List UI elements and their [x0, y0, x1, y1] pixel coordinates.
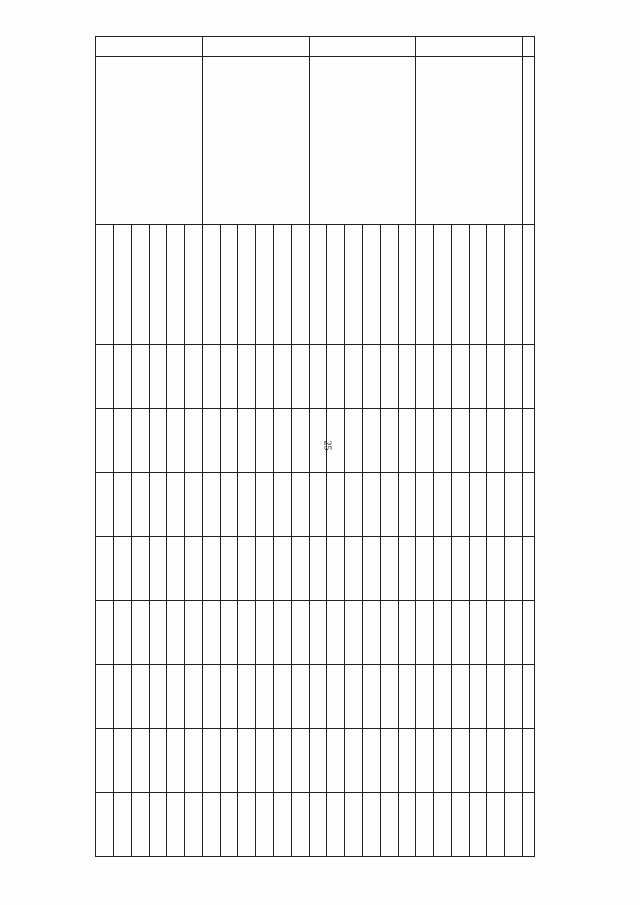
value-cell	[434, 793, 452, 857]
value-cell	[380, 473, 398, 537]
value-cell	[274, 345, 292, 409]
value-cell	[451, 473, 469, 537]
value-cell	[398, 729, 416, 793]
value-cell	[238, 729, 256, 793]
header-cell	[523, 37, 535, 57]
table-header-row	[523, 37, 535, 857]
value-cell	[469, 601, 487, 665]
value-cell	[451, 345, 469, 409]
header-cell	[523, 473, 535, 537]
funding-source-cell	[469, 225, 487, 345]
value-cell	[202, 729, 220, 793]
value-cell	[345, 665, 363, 729]
value-cell	[114, 345, 132, 409]
value-cell	[291, 409, 309, 473]
value-cell	[380, 729, 398, 793]
value-cell	[469, 729, 487, 793]
value-cell	[469, 793, 487, 857]
value-cell	[487, 409, 505, 473]
value-cell	[451, 793, 469, 857]
value-cell	[202, 601, 220, 665]
value-cell	[238, 665, 256, 729]
value-cell	[167, 537, 185, 601]
funding-source-cell	[256, 225, 274, 345]
value-cell	[114, 793, 132, 857]
value-cell	[274, 473, 292, 537]
value-cell	[274, 793, 292, 857]
section-index	[416, 37, 523, 57]
value-cell	[291, 665, 309, 729]
value-cell	[327, 729, 345, 793]
value-cell	[309, 665, 327, 729]
value-cell	[416, 345, 434, 409]
value-cell	[256, 537, 274, 601]
funding-source-cell	[167, 225, 185, 345]
value-cell	[487, 537, 505, 601]
value-cell	[114, 601, 132, 665]
value-cell	[434, 601, 452, 665]
value-cell	[362, 729, 380, 793]
value-cell	[185, 793, 203, 857]
value-cell	[291, 537, 309, 601]
value-cell	[256, 665, 274, 729]
value-cell	[327, 409, 345, 473]
value-cell	[131, 473, 149, 537]
value-cell	[220, 409, 238, 473]
value-cell	[345, 793, 363, 857]
value-cell	[345, 601, 363, 665]
value-cell	[131, 345, 149, 409]
value-cell	[238, 601, 256, 665]
section-index	[309, 37, 416, 57]
value-cell	[256, 345, 274, 409]
value-cell	[220, 729, 238, 793]
value-cell	[167, 665, 185, 729]
value-cell	[362, 793, 380, 857]
header-cell	[523, 601, 535, 665]
value-cell	[96, 345, 114, 409]
value-cell	[505, 473, 523, 537]
value-cell	[291, 601, 309, 665]
value-cell	[398, 345, 416, 409]
value-cell	[434, 345, 452, 409]
table-body	[96, 37, 523, 857]
value-cell	[416, 793, 434, 857]
value-cell	[362, 665, 380, 729]
value-cell	[327, 793, 345, 857]
funding-source-cell	[96, 225, 114, 345]
value-cell	[131, 537, 149, 601]
value-cell	[309, 601, 327, 665]
funding-source-cell	[220, 225, 238, 345]
funding-source-cell	[487, 225, 505, 345]
value-cell	[238, 473, 256, 537]
header-cell	[523, 793, 535, 857]
value-cell	[114, 537, 132, 601]
header-cell	[523, 57, 535, 225]
value-cell	[149, 729, 167, 793]
value-cell	[114, 665, 132, 729]
value-cell	[505, 345, 523, 409]
header-cell	[523, 345, 535, 409]
value-cell	[96, 473, 114, 537]
value-cell	[434, 473, 452, 537]
value-cell	[114, 473, 132, 537]
table-row	[398, 37, 416, 857]
value-cell	[345, 729, 363, 793]
value-cell	[131, 665, 149, 729]
value-cell	[167, 729, 185, 793]
funding-source-cell	[434, 225, 452, 345]
table-row	[291, 37, 309, 857]
value-cell	[451, 537, 469, 601]
value-cell	[416, 601, 434, 665]
value-cell	[380, 793, 398, 857]
table-row	[185, 37, 203, 857]
value-cell	[96, 409, 114, 473]
value-cell	[505, 537, 523, 601]
page-number: 25	[321, 440, 333, 451]
value-cell	[274, 409, 292, 473]
value-cell	[131, 793, 149, 857]
section-index	[96, 37, 203, 57]
value-cell	[505, 729, 523, 793]
value-cell	[149, 409, 167, 473]
value-cell	[362, 473, 380, 537]
value-cell	[256, 473, 274, 537]
value-cell	[131, 409, 149, 473]
value-cell	[185, 665, 203, 729]
value-cell	[149, 793, 167, 857]
value-cell	[327, 601, 345, 665]
funding-source-cell	[309, 225, 327, 345]
value-cell	[398, 793, 416, 857]
value-cell	[451, 729, 469, 793]
value-cell	[434, 537, 452, 601]
header-cell	[523, 729, 535, 793]
budget-table	[95, 36, 535, 857]
value-cell	[96, 537, 114, 601]
funding-source-cell	[398, 225, 416, 345]
funding-source-cell	[362, 225, 380, 345]
value-cell	[362, 537, 380, 601]
value-cell	[149, 665, 167, 729]
value-cell	[220, 473, 238, 537]
value-cell	[505, 409, 523, 473]
value-cell	[220, 665, 238, 729]
value-cell	[96, 729, 114, 793]
value-cell	[291, 473, 309, 537]
value-cell	[309, 409, 327, 473]
value-cell	[487, 345, 505, 409]
value-cell	[309, 345, 327, 409]
value-cell	[238, 793, 256, 857]
value-cell	[380, 537, 398, 601]
header-cell	[523, 409, 535, 473]
header-cell	[523, 665, 535, 729]
value-cell	[327, 345, 345, 409]
funding-source-cell	[345, 225, 363, 345]
value-cell	[469, 537, 487, 601]
value-cell	[380, 601, 398, 665]
value-cell	[362, 409, 380, 473]
value-cell	[96, 601, 114, 665]
value-cell	[398, 665, 416, 729]
value-cell	[256, 601, 274, 665]
funding-source-cell	[505, 225, 523, 345]
value-cell	[398, 537, 416, 601]
value-cell	[238, 345, 256, 409]
value-cell	[451, 601, 469, 665]
value-cell	[469, 345, 487, 409]
value-cell	[167, 601, 185, 665]
value-cell	[185, 729, 203, 793]
value-cell	[416, 473, 434, 537]
value-cell	[185, 345, 203, 409]
section-index	[202, 37, 309, 57]
funding-source-cell	[380, 225, 398, 345]
value-cell	[167, 793, 185, 857]
header-cell	[523, 225, 535, 345]
value-cell	[131, 601, 149, 665]
value-cell	[487, 473, 505, 537]
value-cell	[434, 729, 452, 793]
section-name	[202, 57, 309, 225]
value-cell	[274, 729, 292, 793]
funding-source-cell	[149, 225, 167, 345]
value-cell	[220, 537, 238, 601]
funding-source-cell	[451, 225, 469, 345]
value-cell	[185, 409, 203, 473]
value-cell	[114, 409, 132, 473]
value-cell	[131, 729, 149, 793]
value-cell	[469, 665, 487, 729]
table-row	[505, 37, 523, 857]
value-cell	[434, 409, 452, 473]
value-cell	[380, 345, 398, 409]
value-cell	[202, 537, 220, 601]
value-cell	[220, 345, 238, 409]
value-cell	[362, 601, 380, 665]
value-cell	[202, 793, 220, 857]
value-cell	[309, 729, 327, 793]
section-name	[416, 57, 523, 225]
section-name	[96, 57, 203, 225]
value-cell	[487, 729, 505, 793]
value-cell	[256, 729, 274, 793]
value-cell	[238, 409, 256, 473]
value-cell	[451, 665, 469, 729]
value-cell	[167, 409, 185, 473]
value-cell	[345, 473, 363, 537]
value-cell	[185, 537, 203, 601]
value-cell	[309, 473, 327, 537]
funding-source-cell	[131, 225, 149, 345]
value-cell	[185, 473, 203, 537]
value-cell	[185, 601, 203, 665]
header-cell	[523, 537, 535, 601]
funding-source-cell	[274, 225, 292, 345]
value-cell	[469, 473, 487, 537]
value-cell	[398, 409, 416, 473]
value-cell	[291, 345, 309, 409]
value-cell	[220, 601, 238, 665]
value-cell	[202, 473, 220, 537]
funding-source-cell	[114, 225, 132, 345]
value-cell	[291, 729, 309, 793]
value-cell	[416, 409, 434, 473]
value-cell	[416, 729, 434, 793]
value-cell	[202, 665, 220, 729]
value-cell	[274, 601, 292, 665]
value-cell	[345, 409, 363, 473]
value-cell	[416, 537, 434, 601]
funding-source-cell	[416, 225, 434, 345]
value-cell	[309, 793, 327, 857]
value-cell	[167, 473, 185, 537]
value-cell	[505, 793, 523, 857]
value-cell	[167, 345, 185, 409]
value-cell	[505, 665, 523, 729]
value-cell	[469, 409, 487, 473]
value-cell	[327, 665, 345, 729]
value-cell	[380, 665, 398, 729]
value-cell	[220, 793, 238, 857]
value-cell	[451, 409, 469, 473]
funding-source-cell	[291, 225, 309, 345]
value-cell	[345, 537, 363, 601]
funding-source-cell	[202, 225, 220, 345]
value-cell	[202, 409, 220, 473]
value-cell	[327, 473, 345, 537]
funding-source-cell	[185, 225, 203, 345]
value-cell	[238, 537, 256, 601]
value-cell	[274, 537, 292, 601]
value-cell	[114, 729, 132, 793]
value-cell	[416, 665, 434, 729]
value-cell	[96, 793, 114, 857]
funding-source-cell	[238, 225, 256, 345]
value-cell	[487, 601, 505, 665]
value-cell	[149, 601, 167, 665]
value-cell	[309, 537, 327, 601]
rotated-table-container	[95, 36, 535, 856]
value-cell	[434, 665, 452, 729]
value-cell	[362, 345, 380, 409]
value-cell	[505, 601, 523, 665]
value-cell	[149, 537, 167, 601]
value-cell	[487, 793, 505, 857]
budget-table-wrapper	[95, 36, 535, 856]
funding-source-cell	[327, 225, 345, 345]
value-cell	[345, 345, 363, 409]
value-cell	[149, 345, 167, 409]
value-cell	[398, 601, 416, 665]
value-cell	[149, 473, 167, 537]
value-cell	[487, 665, 505, 729]
value-cell	[274, 665, 292, 729]
value-cell	[202, 345, 220, 409]
value-cell	[327, 537, 345, 601]
value-cell	[380, 409, 398, 473]
value-cell	[398, 473, 416, 537]
value-cell	[291, 793, 309, 857]
section-name	[309, 57, 416, 225]
value-cell	[256, 409, 274, 473]
value-cell	[256, 793, 274, 857]
value-cell	[96, 665, 114, 729]
